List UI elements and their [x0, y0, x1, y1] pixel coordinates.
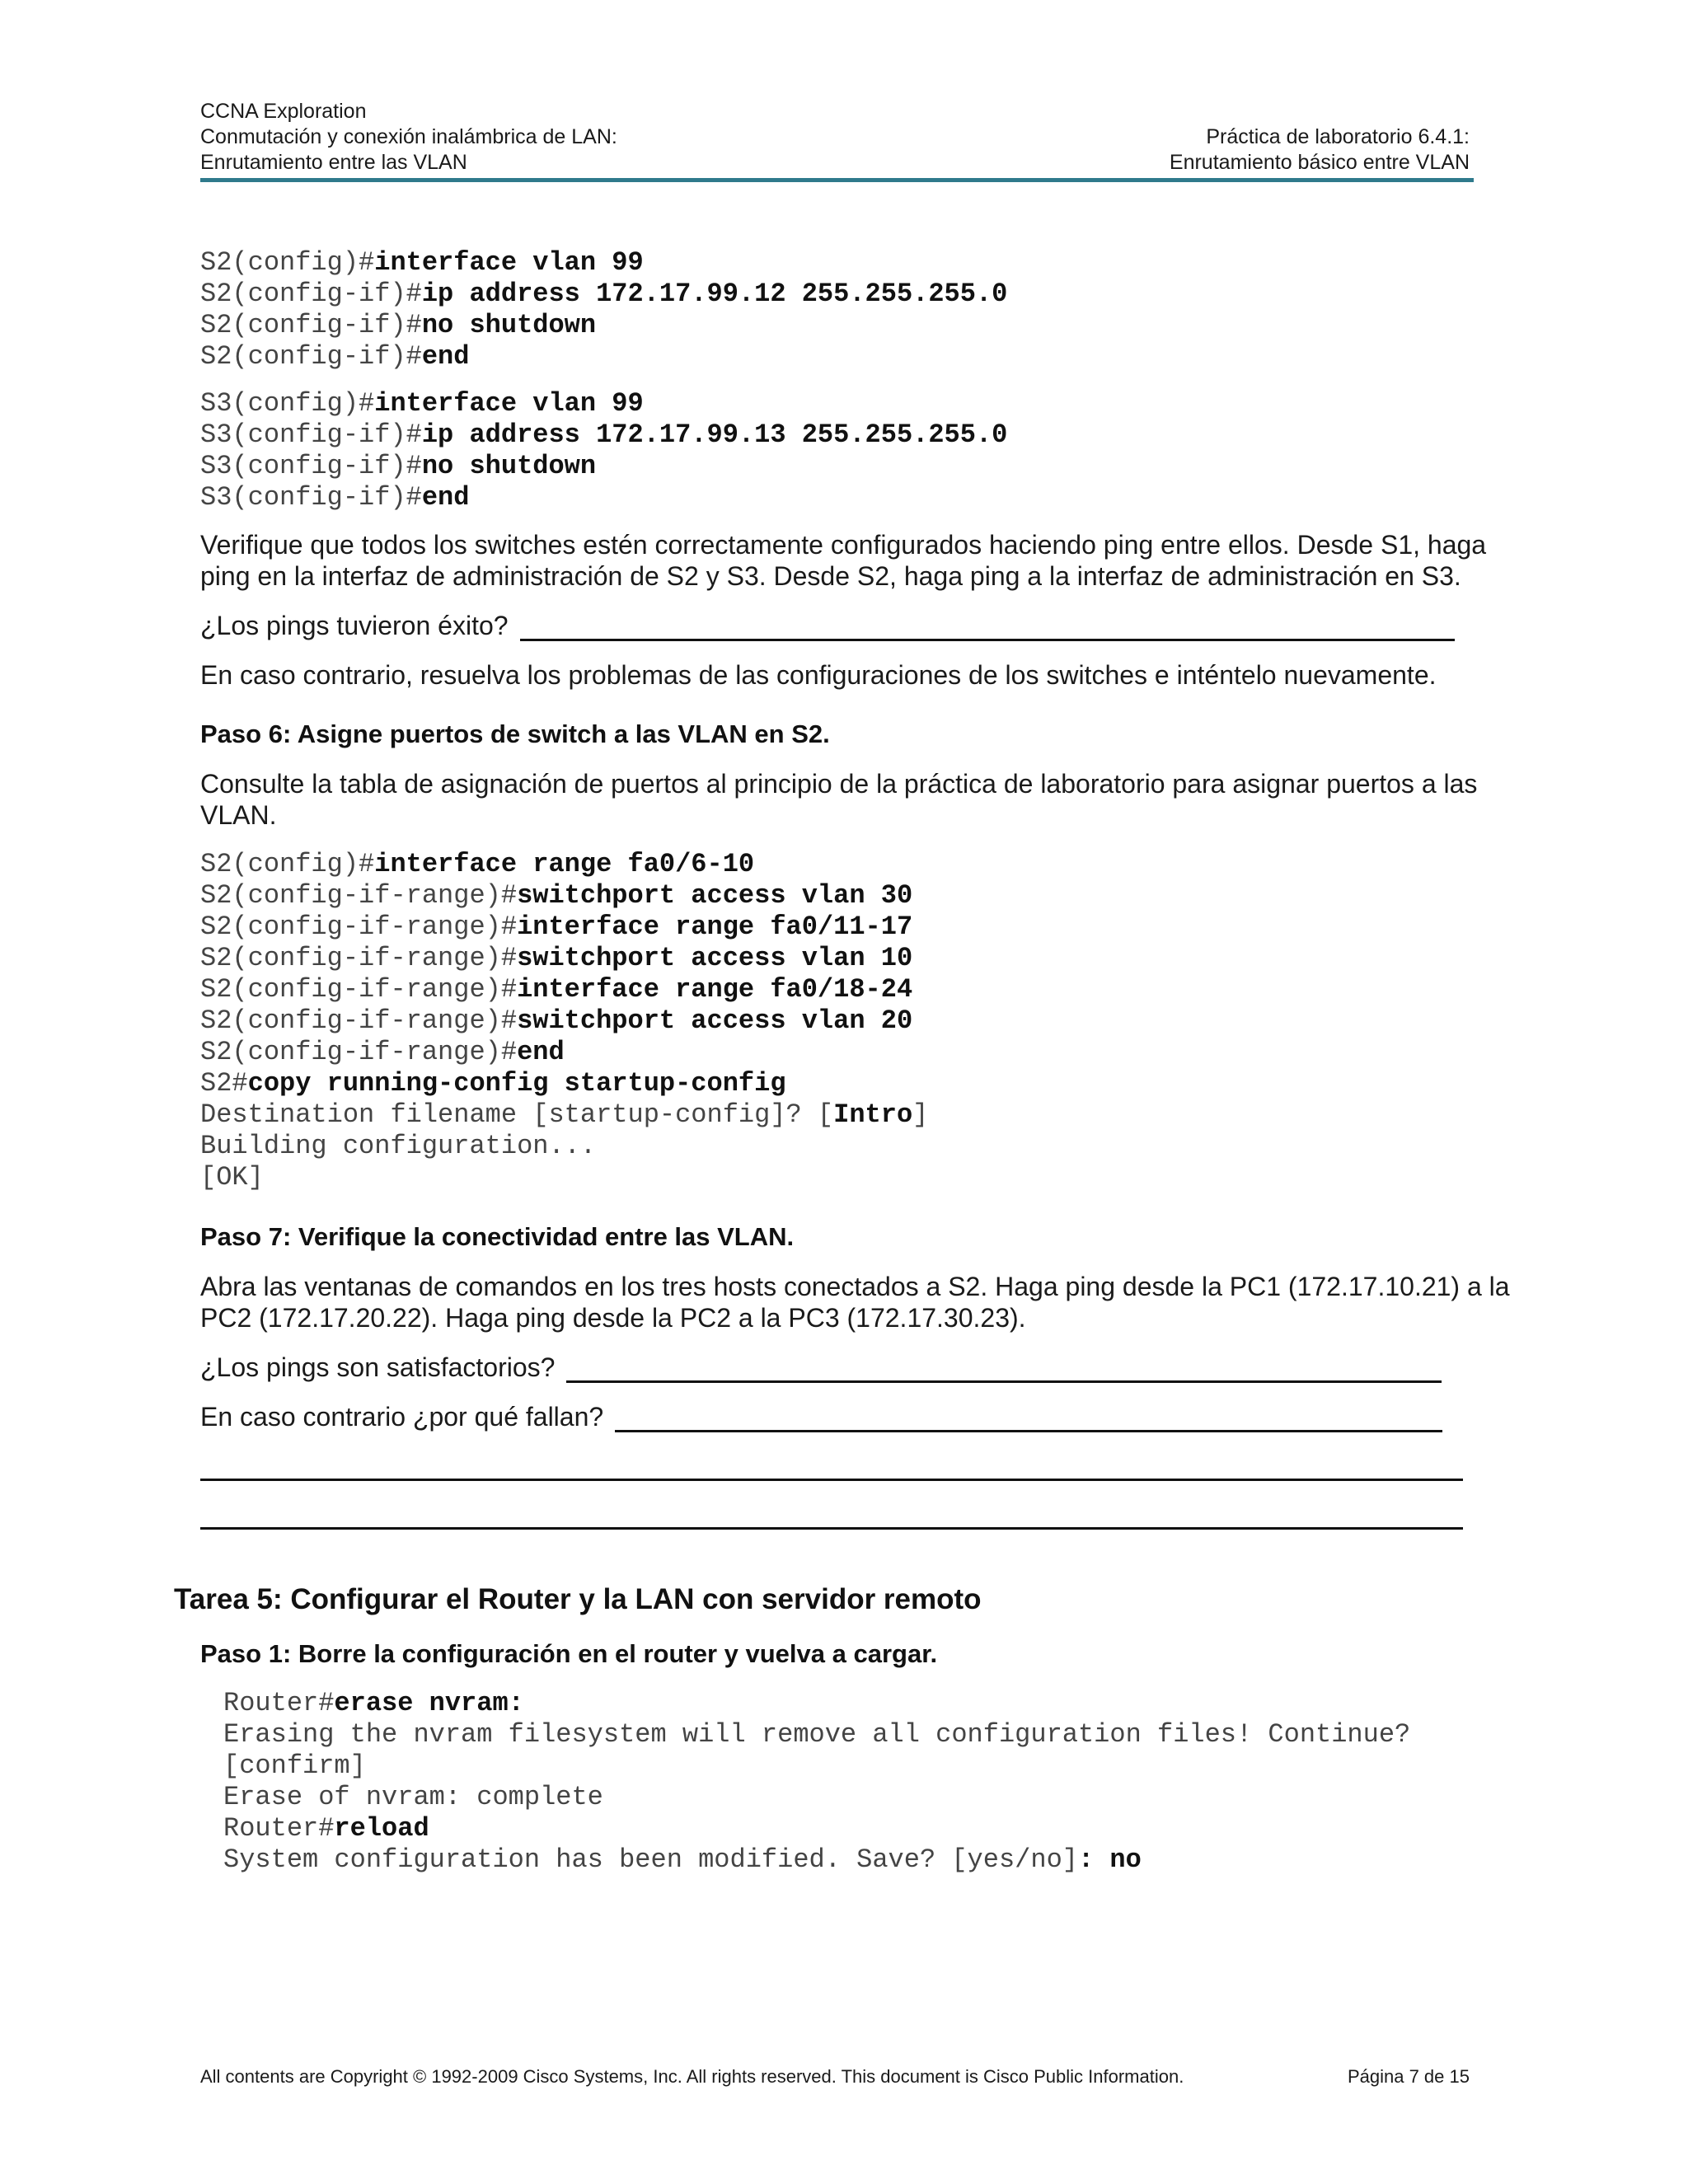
code-line: S2(config-if-range)#switchport access vlan 10 — [200, 943, 913, 973]
code-block-step6 — [200, 849, 1511, 1193]
fix-paragraph: En caso contrario, resuelva los problemas de las configuraciones de los switches e inténtelo nuevamente. — [200, 660, 1437, 690]
header-module: Conmutación y conexión inalámbrica de LAN: — [200, 125, 617, 148]
footer-page-number: Página 7 de 15 — [1347, 2066, 1470, 2087]
step6-heading: Paso 6: Asigne puertos de switch a las VLAN en S2. — [200, 719, 830, 748]
question-pings-satisfactorios — [200, 1352, 1511, 1383]
page-content — [174, 247, 1511, 1891]
code-line: [OK] — [200, 1162, 264, 1193]
code-line: System configuration has been modified. Save? [yes/no]: no — [223, 1844, 1142, 1875]
header-chapter: Enrutamiento entre las VLAN — [200, 151, 467, 174]
code-line: S3(config)#interface vlan 99 — [200, 388, 644, 419]
code-line: Erasing the nvram filesystem will remove all configuration files! Continue? — [223, 1719, 1411, 1750]
code-line: S2(config)#interface vlan 99 — [200, 247, 644, 278]
question-por-que-fallan — [200, 1401, 1511, 1432]
code-block-router — [200, 1688, 1511, 1876]
step7-heading: Paso 7: Verifique la conectividad entre las VLAN. — [200, 1222, 795, 1251]
code-line: S2(config-if-range)#switchport access vlan 20 — [200, 1005, 913, 1036]
answer-blank[interactable] — [566, 1356, 1442, 1383]
code-block-s2-vlan99 — [200, 247, 1511, 373]
footer-copyright: All contents are Copyright © 1992-2009 Cisco Systems, Inc. All rights reserved. This document is Cisco Public Information. — [200, 2066, 1184, 2087]
header-rule — [200, 178, 1474, 182]
step7-paragraph: Abra las ventanas de comandos en los tres hosts conectados a S2. Haga ping desde la PC1 (172.17.10.21) a la PC2 (172.17.20.22). Haga ping desde la PC2 a la PC3 (172.17.30.23). — [200, 1272, 1510, 1333]
code-line: S3(config-if)#ip address 172.17.99.13 255.255.255.0 — [200, 419, 1008, 450]
answer-line[interactable] — [200, 1432, 1463, 1481]
task5-heading: Tarea 5: Configurar el Router y la LAN con servidor remoto — [174, 1583, 982, 1615]
answer-blank[interactable] — [615, 1405, 1442, 1432]
code-line: S2(config-if-range)#interface range fa0/11-17 — [200, 912, 913, 942]
code-line: Router#reload — [223, 1813, 429, 1844]
question-pings-exito — [200, 610, 1511, 641]
code-line: S2(config)#interface range fa0/6-10 — [200, 849, 755, 879]
verify-paragraph: Verifique que todos los switches estén correctamente configurados haciendo ping entre ellos. Desde S1, haga ping en la interfaz de administración de S2 y S3. Desde S2, haga ping a la interfaz de administración en S3. — [200, 530, 1487, 591]
question-label: En caso contrario ¿por qué fallan? — [200, 1402, 604, 1432]
header-right — [1170, 124, 1470, 176]
code-line: [confirm] — [223, 1750, 366, 1781]
code-line: S2(config-if-range)#end — [200, 1037, 565, 1067]
code-line: Destination filename [startup-config]? [Intro] — [200, 1099, 929, 1130]
step6-paragraph: Consulte la tabla de asignación de puertos al principio de la práctica de laboratorio para asignar puertos a las VLAN. — [200, 769, 1478, 830]
answer-line[interactable] — [200, 1481, 1463, 1530]
header-course: CCNA Exploration — [200, 100, 367, 123]
header-lab-title: Enrutamiento básico entre VLAN — [1169, 151, 1470, 174]
code-line: Erase of nvram: complete — [223, 1782, 603, 1812]
code-line: S2(config-if-range)#interface range fa0/18-24 — [200, 974, 913, 1005]
task5-step1-heading: Paso 1: Borre la configuración en el router y vuelva a cargar. — [200, 1639, 938, 1668]
code-line: Building configuration... — [200, 1131, 597, 1161]
code-line: S2#copy running-config startup-config — [200, 1068, 786, 1099]
header-lab-number: Práctica de laboratorio 6.4.1: — [1206, 125, 1470, 148]
code-line: Router#erase nvram: — [223, 1688, 524, 1718]
code-line: S2(config-if)#no shutdown — [200, 310, 597, 340]
header-left — [200, 99, 617, 176]
code-block-s3-vlan99 — [200, 388, 1511, 513]
answer-blank[interactable] — [520, 614, 1455, 641]
question-label: ¿Los pings tuvieron éxito? — [200, 611, 509, 640]
code-line: S2(config-if)#end — [200, 341, 470, 372]
question-label: ¿Los pings son satisfactorios? — [200, 1352, 556, 1382]
code-line: S2(config-if)#ip address 172.17.99.12 255.255.255.0 — [200, 279, 1008, 309]
code-line: S3(config-if)#end — [200, 482, 470, 513]
code-line: S3(config-if)#no shutdown — [200, 451, 597, 481]
code-line: S2(config-if-range)#switchport access vlan 30 — [200, 880, 913, 911]
